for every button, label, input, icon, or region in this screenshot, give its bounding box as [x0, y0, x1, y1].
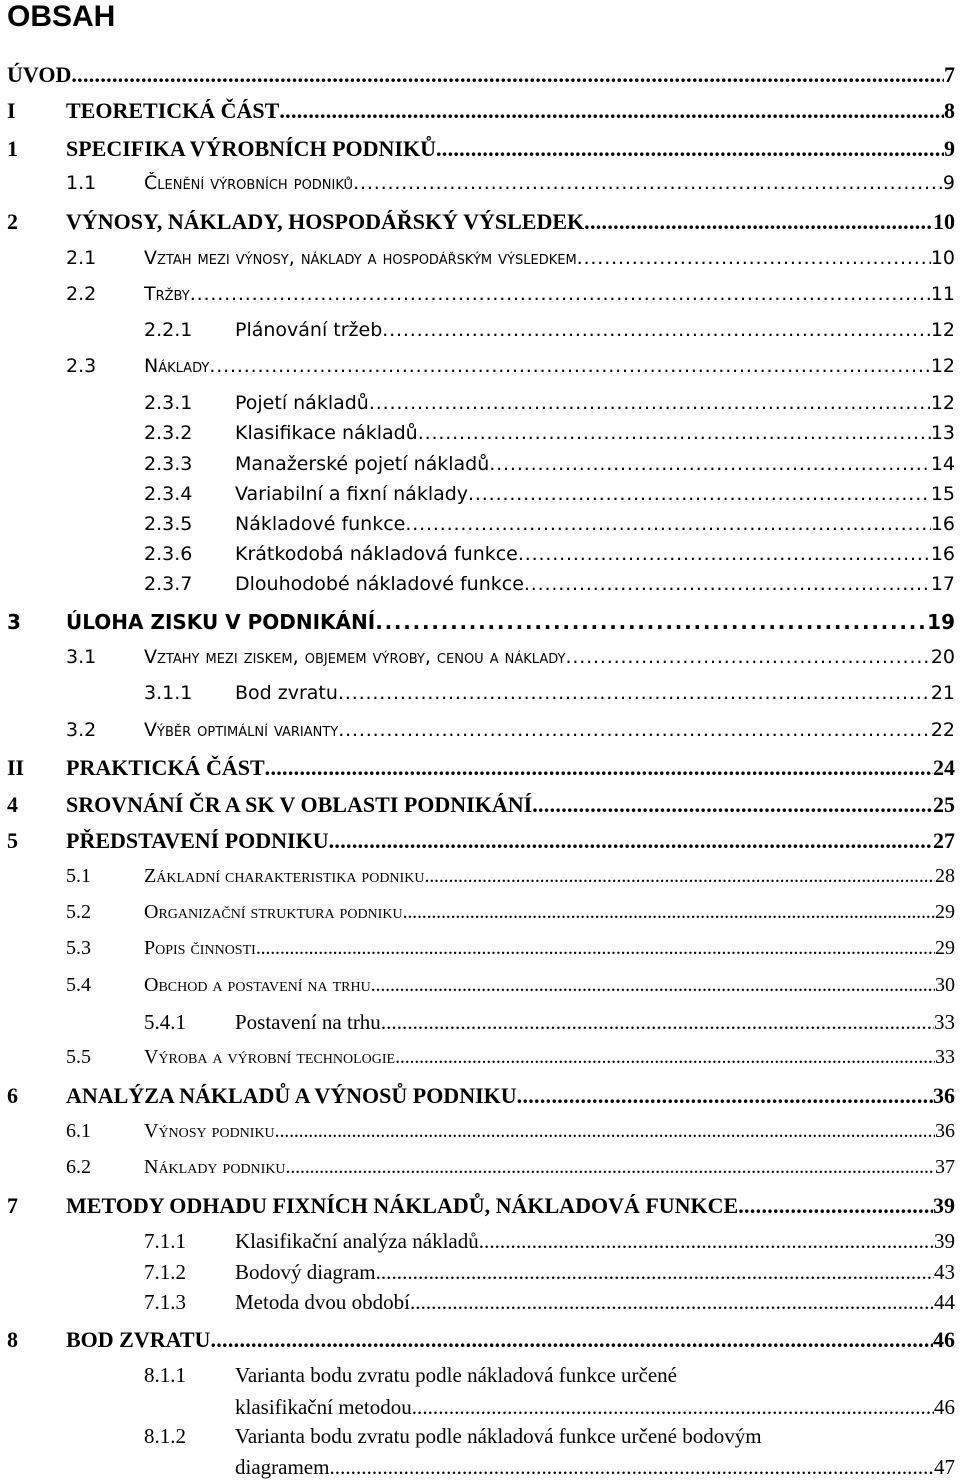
dot-leader [376, 1260, 934, 1285]
toc-entry-number: 2.3.4 [144, 483, 193, 505]
toc-entry-number: 5 [7, 828, 18, 853]
toc-entry-page: 39 [933, 1193, 955, 1218]
dot-leader [418, 422, 931, 444]
toc-entry-title: SPECIFIKA VÝROBNÍCH PODNIKŮ [66, 136, 436, 161]
toc-entry-page: 12 [930, 392, 955, 414]
toc-entry-page: 16 [930, 543, 955, 565]
toc-entry-number: 4 [7, 792, 18, 817]
toc-entry-title: Bodový diagram [235, 1260, 376, 1284]
toc-entry-number: 2.3.1 [144, 392, 193, 414]
toc-entry-page: 11 [930, 283, 955, 305]
dot-leader [517, 1083, 933, 1109]
toc-entry-title: METODY ODHADU FIXNÍCH NÁKLADŮ, NÁKLADOVÁ FUNKCE [66, 1193, 739, 1218]
dot-leader [71, 62, 944, 88]
toc-entry-number: 6.2 [66, 1156, 91, 1178]
toc-entry-number: 7.1.3 [144, 1290, 186, 1314]
toc-entry-title: Variabilní a fixní náklady [235, 483, 469, 505]
toc-entry-title: Náklady podniku [144, 1156, 286, 1178]
toc-entry-title: Manažerské pojetí nákladů [235, 453, 490, 475]
toc-entry-number: 8 [7, 1327, 18, 1352]
dot-leader [369, 392, 931, 414]
toc-entry-page: 19 [927, 610, 955, 634]
dot-leader [565, 646, 930, 668]
toc-entry-title: BOD ZVRATU [66, 1327, 211, 1352]
toc-entry-page: 36 [933, 1083, 955, 1108]
toc-entry-title: Základní charakteristika podniku [144, 865, 425, 887]
toc-entry-page: 25 [933, 792, 955, 817]
dot-leader [584, 209, 933, 235]
toc-entry-page: 15 [930, 483, 955, 505]
toc-entry-number: 8.1.1 [144, 1363, 186, 1387]
dot-leader [209, 355, 931, 377]
toc-entry-page: 47 [934, 1455, 955, 1479]
toc-entry-number: I [7, 98, 16, 123]
toc-entry-title: Klasifikace nákladů [235, 422, 418, 444]
toc-entry-number: 2.3.3 [144, 453, 193, 475]
toc-entry-number: 2.2 [66, 283, 97, 305]
toc-entry-number: 2.3.7 [144, 573, 193, 595]
toc-entry-page: 29 [935, 901, 955, 923]
toc-entry-page: 39 [934, 1229, 955, 1253]
toc-entry-title: ÚLOHA ZISKU V PODNIKÁNÍ [66, 610, 376, 634]
dot-leader [468, 483, 931, 505]
toc-entry-title: Varianta bodu zvratu podle nákladová funkce určené bodovým [235, 1424, 762, 1448]
toc-entry-title: Tržby [144, 283, 190, 305]
dot-leader [256, 937, 935, 960]
dot-leader [190, 283, 931, 305]
toc-entry-title: Pojetí nákladů [235, 392, 369, 414]
toc-entry-page: 44 [934, 1290, 955, 1314]
toc-entry-number: 5.4 [66, 974, 91, 996]
dot-leader [577, 247, 931, 269]
toc-entry-page: 33 [935, 1046, 955, 1068]
toc-entry-page: 10 [930, 247, 955, 269]
dot-leader [381, 1010, 934, 1035]
dot-leader [403, 901, 935, 924]
toc-entry-title: Bod zvratu [235, 682, 338, 704]
dot-leader [412, 1395, 934, 1420]
toc-entry-title: SROVNÁNÍ ČR A SK V OBLASTI PODNIKÁNÍ [66, 792, 533, 817]
toc-entry-title: Vztah mezi výnosy, náklady a hospodářským výsledkem [144, 247, 577, 269]
toc-entry-page: 46 [933, 1327, 955, 1352]
dot-leader [353, 172, 943, 194]
toc-entry-page: 37 [935, 1156, 955, 1178]
dot-leader [338, 719, 931, 741]
toc-entry-number: 3.1.1 [144, 682, 193, 704]
toc-entry-title: Organizační struktura podniku [144, 901, 403, 923]
toc-entry-title-continuation: diagramem [235, 1455, 330, 1479]
toc-entry-number: 2.3.6 [144, 543, 193, 565]
toc-entry-page: 33 [934, 1010, 955, 1034]
dot-leader [405, 513, 930, 535]
toc-entry-title: Členění výrobních podniků [144, 172, 354, 194]
toc-entry-page: 17 [930, 573, 955, 595]
dot-leader [382, 319, 931, 341]
dot-leader [518, 543, 931, 565]
toc-entry-number: 2.3 [66, 355, 97, 377]
toc-entry-title: PRAKTICKÁ ČÁST [66, 755, 265, 780]
toc-entry-title: Popis činnosti [144, 937, 256, 959]
toc-entry-number: 2.3.5 [144, 513, 193, 535]
toc-entry-title: Vztahy mezi ziskem, objemem výroby, cenou a náklady [144, 646, 566, 668]
toc-entry-number: 3.2 [66, 719, 97, 741]
toc-entry-number: 2.2.1 [144, 319, 193, 341]
toc-entry-number: 5.2 [66, 901, 91, 923]
toc-entry-number: 3.1 [66, 646, 97, 668]
toc-entry-page: 16 [930, 513, 955, 535]
toc-entry-number: 7.1.1 [144, 1229, 186, 1253]
toc-entry-title: Nákladové funkce [235, 513, 406, 535]
toc-entry-title: Obchod a postavení na trhu [144, 974, 371, 996]
dot-leader [489, 453, 931, 475]
dot-leader [329, 1455, 934, 1480]
toc-entry-number: 2.3.2 [144, 422, 193, 444]
dot-leader [265, 755, 933, 781]
toc-entry-title-continuation: klasifikační metodou [235, 1395, 412, 1419]
toc-entry-number: 7 [7, 1193, 18, 1218]
toc-entry-title: Dlouhodobé nákladové funkce [235, 573, 524, 595]
dot-leader [532, 792, 933, 818]
toc-entry-title: Výroba a výrobní technologie [144, 1046, 396, 1068]
toc-entry-number: 5.1 [66, 865, 91, 887]
toc-entry-number: 5.4.1 [144, 1010, 186, 1034]
dot-leader [338, 682, 931, 704]
toc-entry-title: TEORETICKÁ ČÁST [66, 98, 280, 123]
toc-entry-title: Metoda dvou období [235, 1290, 410, 1314]
toc-entry-number: 5.5 [66, 1046, 91, 1068]
toc-entry-number: 5.3 [66, 937, 91, 959]
dot-leader [371, 974, 935, 997]
toc-entry-number: II [7, 755, 25, 780]
toc-entry-title: VÝNOSY, NÁKLADY, HOSPODÁŘSKÝ VÝSLEDEK [66, 209, 585, 234]
toc-entry-page: 21 [930, 682, 955, 704]
toc-entry-page: 20 [930, 646, 955, 668]
dot-leader [329, 828, 933, 854]
toc-entry-title: ANALÝZA NÁKLADŮ A VÝNOSŮ PODNIKU [66, 1083, 517, 1108]
toc-entry-number: 7.1.2 [144, 1260, 186, 1284]
dot-leader [524, 573, 931, 595]
dot-leader [410, 1290, 934, 1315]
toc-entry-number: 6.1 [66, 1120, 91, 1142]
dot-leader [210, 1327, 933, 1353]
toc-entry-number: 6 [7, 1083, 18, 1108]
toc-entry-page: 43 [934, 1260, 955, 1284]
dot-leader [275, 1120, 935, 1143]
toc-entry-title: Výnosy podniku [144, 1120, 275, 1142]
toc-entry-title: Náklady [144, 355, 210, 377]
toc-entry-title: Krátkodobá nákladová funkce [235, 543, 518, 565]
toc-entry-page: 9 [942, 172, 955, 194]
dot-leader [286, 1156, 935, 1179]
dot-leader [424, 865, 935, 888]
toc-entry-title: Výběr optimální varianty [144, 719, 339, 741]
toc-entry-page: 9 [944, 136, 955, 161]
toc-entry-page: 29 [935, 937, 955, 959]
toc-entry-page: 10 [933, 209, 955, 234]
toc-entry-title: Varianta bodu zvratu podle nákladová funkce určené [235, 1363, 677, 1387]
dot-leader [436, 136, 944, 162]
toc-entry-page: 14 [930, 453, 955, 475]
toc-entry-title: Postavení na trhu [235, 1010, 381, 1034]
dot-leader [375, 610, 927, 634]
toc-entry-title: Klasifikační analýza nákladů [235, 1229, 479, 1253]
toc-entry-number: 8.1.2 [144, 1424, 186, 1448]
dot-leader [395, 1046, 935, 1069]
toc-entry-page: 13 [930, 422, 955, 444]
toc-entry-title: PŘEDSTAVENÍ PODNIKU [66, 828, 329, 853]
toc-entry-page: 36 [935, 1120, 955, 1142]
dot-leader [279, 98, 944, 124]
toc-entry-number: 3 [7, 610, 21, 634]
toc-entry-number: 2 [7, 209, 18, 234]
toc-entry-page: 46 [934, 1395, 955, 1419]
toc-entry-number: 1.1 [66, 172, 97, 194]
toc-entry-title: ÚVOD [7, 62, 72, 87]
toc-entry-number: 1 [7, 136, 18, 161]
toc-entry-page: 28 [935, 865, 955, 887]
dot-leader [479, 1229, 934, 1254]
toc-entry-page: 30 [935, 974, 955, 996]
toc-entry-page: 12 [930, 355, 955, 377]
toc-entry-page: 24 [933, 755, 955, 780]
toc-entry-page: 12 [930, 319, 955, 341]
toc-entry-page: 27 [933, 828, 955, 853]
dot-leader [738, 1193, 933, 1219]
toc-entry-page: 22 [930, 719, 955, 741]
page-title: OBSAH [7, 0, 116, 33]
toc-entry-page: 8 [944, 98, 955, 123]
toc-entry-number: 2.1 [66, 247, 97, 269]
toc-entry-page: 7 [944, 62, 955, 87]
toc-entry-title: Plánování tržeb [235, 319, 383, 341]
